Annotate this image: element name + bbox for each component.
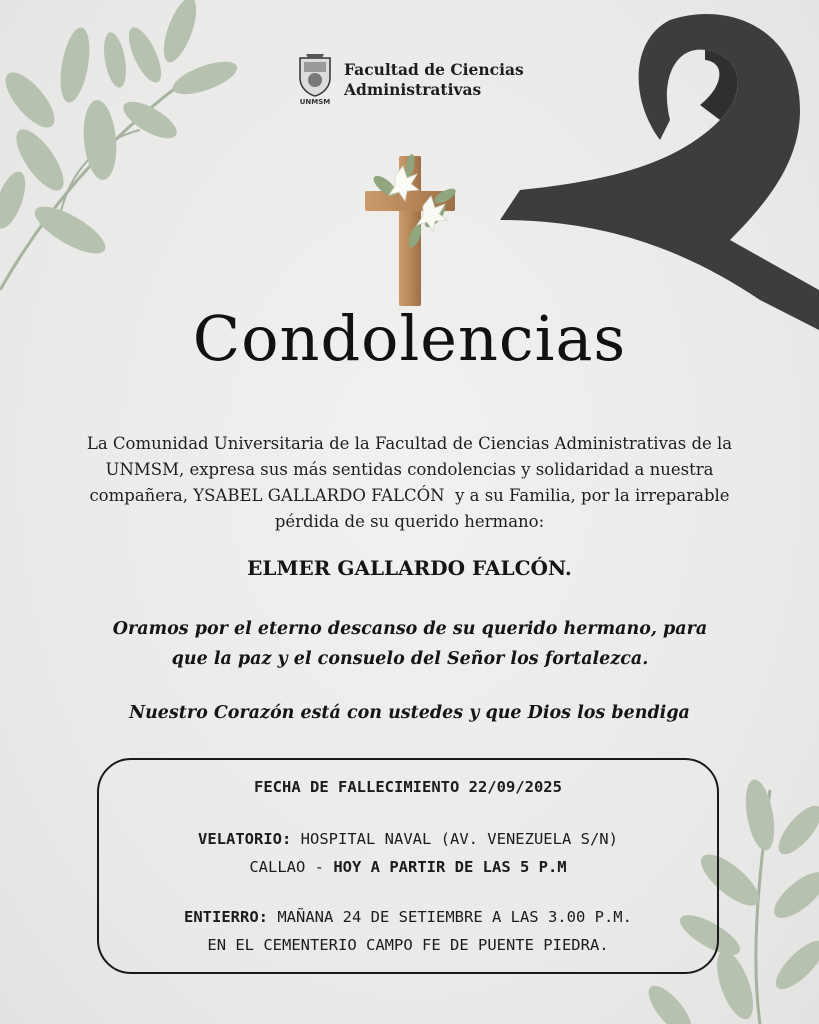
- mourning-ribbon-icon: [500, 0, 819, 340]
- blessing-text: Nuestro Corazón está con ustedes y que Dios los bendiga: [129, 703, 690, 723]
- seal-caption: UNMSM: [299, 98, 331, 106]
- faculty-name-line1: Facultad de Ciencias: [344, 60, 524, 79]
- burial-info-line1: [99, 908, 717, 926]
- leaves-decoration-top-left: [0, 0, 240, 300]
- wake-label: VELATORIO:: [198, 830, 292, 848]
- wake-place: HOSPITAL NAVAL (AV. VENEZUELA S/N): [291, 830, 618, 848]
- burial-place: EN EL CEMENTERIO CAMPO FE DE PUENTE PIEDRA.: [207, 936, 609, 954]
- funeral-details-box: [97, 758, 719, 974]
- burial-label: ENTIERRO:: [184, 908, 269, 926]
- deceased-name: ELMER GALLARDO FALCÓN.: [247, 556, 572, 580]
- wake-time: HOY A PARTIR DE LAS 5 P.M: [333, 858, 567, 876]
- prayer-text: [90, 614, 730, 674]
- prayer-line: Oramos por el eterno descanso de su querido hermano, para: [112, 619, 708, 639]
- page-title: Condolencias: [192, 302, 627, 375]
- wake-city: CALLAO -: [249, 858, 334, 876]
- prayer-line: que la paz y el consuelo del Señor los fortalezca.: [171, 649, 649, 669]
- burial-date: MAÑANA 24 DE SETIEMBRE A LAS 3.00 P.M.: [268, 908, 632, 926]
- faculty-name-line2: Administrativas: [344, 80, 482, 99]
- death-date: FECHA DE FALLECIMIENTO 22/09/2025: [254, 778, 562, 796]
- wake-info-line1: [99, 830, 717, 848]
- faculty-logo: [294, 52, 534, 112]
- message-line: UNMSM, expresa sus más sentidas condolencias y solidaridad a nuestra: [105, 460, 714, 479]
- condolence-message: [62, 431, 757, 535]
- wake-info-line2: [99, 858, 717, 876]
- message-line: compañera, YSABEL GALLARDO FALCÓN y a su Familia, por la irreparable: [89, 486, 730, 505]
- cross-with-lilies-icon: [355, 146, 465, 308]
- faculty-name: [344, 60, 544, 100]
- unmsm-seal-icon: [294, 52, 336, 98]
- message-line: pérdida de su querido hermano:: [274, 512, 545, 531]
- message-line: La Comunidad Universitaria de la Facultad de Ciencias Administrativas de la: [86, 434, 733, 453]
